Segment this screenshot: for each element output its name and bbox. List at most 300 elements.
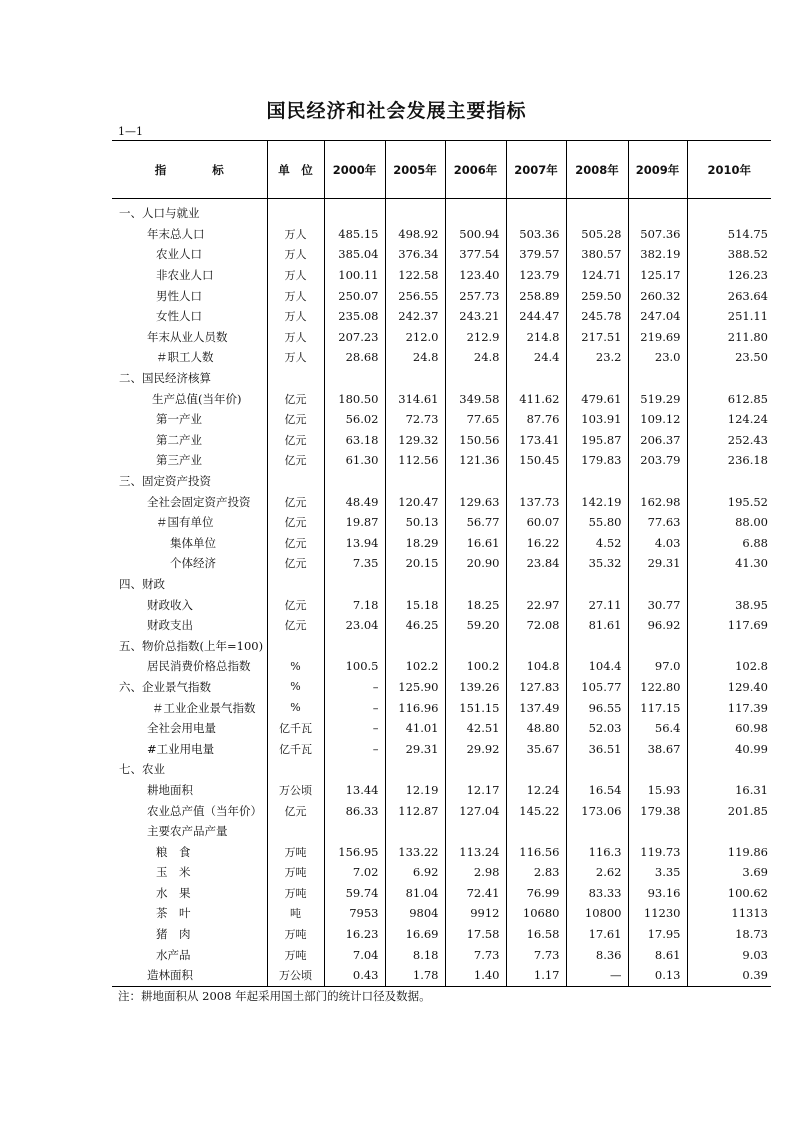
value-cell: 2.83 bbox=[506, 862, 566, 883]
value-cell: 100.62 bbox=[687, 883, 771, 904]
value-cell: 17.61 bbox=[566, 924, 628, 945]
unit-cell bbox=[267, 574, 324, 595]
value-cell: 29.92 bbox=[445, 738, 506, 759]
value-cell bbox=[506, 821, 566, 842]
header-year: 2007年 bbox=[506, 141, 566, 199]
unit-cell bbox=[267, 759, 324, 780]
value-cell: 3.35 bbox=[628, 862, 687, 883]
value-cell: 38.95 bbox=[687, 594, 771, 615]
value-cell bbox=[445, 574, 506, 595]
table-row bbox=[112, 574, 771, 595]
value-cell bbox=[687, 368, 771, 389]
value-cell: – bbox=[324, 718, 385, 739]
value-cell: 124.71 bbox=[566, 265, 628, 286]
value-cell: 129.40 bbox=[687, 677, 771, 698]
indicator-label: 玉 米 bbox=[156, 865, 191, 880]
unit-cell: 万公顷 bbox=[267, 965, 324, 986]
table-row bbox=[112, 553, 771, 574]
unit-cell: 万人 bbox=[267, 285, 324, 306]
table-row bbox=[112, 491, 771, 512]
value-cell: 612.85 bbox=[687, 388, 771, 409]
value-cell bbox=[628, 199, 687, 224]
unit-cell: 万吨 bbox=[267, 924, 324, 945]
indicator-label: 集体单位 bbox=[170, 535, 216, 550]
value-cell: – bbox=[324, 738, 385, 759]
value-cell: 179.38 bbox=[628, 800, 687, 821]
value-cell: 235.08 bbox=[324, 306, 385, 327]
value-cell: 137.49 bbox=[506, 697, 566, 718]
value-cell: 36.51 bbox=[566, 738, 628, 759]
indicator-label: 水 果 bbox=[156, 885, 191, 900]
indicators-table bbox=[112, 140, 771, 987]
indicator-label: 居民消费价格总指数 bbox=[147, 659, 251, 674]
value-cell: 22.97 bbox=[506, 594, 566, 615]
indicator-label: 主要农产品产量 bbox=[147, 824, 228, 839]
value-cell: 243.21 bbox=[445, 306, 506, 327]
value-cell: 117.15 bbox=[628, 697, 687, 718]
value-cell bbox=[506, 574, 566, 595]
value-cell: 314.61 bbox=[385, 388, 445, 409]
value-cell: 122.80 bbox=[628, 677, 687, 698]
value-cell bbox=[687, 759, 771, 780]
value-cell: 102.2 bbox=[385, 656, 445, 677]
value-cell: 9.03 bbox=[687, 944, 771, 965]
value-cell bbox=[385, 199, 445, 224]
value-cell bbox=[628, 368, 687, 389]
value-cell: 13.44 bbox=[324, 780, 385, 801]
value-cell bbox=[566, 759, 628, 780]
value-cell: 20.90 bbox=[445, 553, 506, 574]
table-row bbox=[112, 862, 771, 883]
value-cell bbox=[566, 471, 628, 492]
indicator-label: 造林面积 bbox=[112, 965, 267, 986]
value-cell: 96.55 bbox=[566, 697, 628, 718]
table-row bbox=[112, 388, 771, 409]
value-cell: 206.37 bbox=[628, 430, 687, 451]
indicator-label: 全社会固定资产投资 bbox=[147, 494, 251, 509]
value-cell: – bbox=[324, 697, 385, 718]
value-cell: 96.92 bbox=[628, 615, 687, 636]
value-cell: 10680 bbox=[506, 903, 566, 924]
value-cell: 217.51 bbox=[566, 327, 628, 348]
value-cell bbox=[445, 759, 506, 780]
value-cell bbox=[445, 635, 506, 656]
indicator-label: 六、企业景气指数 bbox=[119, 679, 211, 694]
value-cell: 124.24 bbox=[687, 409, 771, 430]
value-cell: 83.33 bbox=[566, 883, 628, 904]
table-row bbox=[112, 265, 771, 286]
indicator-label: 耕地面积 bbox=[147, 782, 193, 797]
table-code: 1—1 bbox=[118, 125, 143, 138]
value-cell: 81.61 bbox=[566, 615, 628, 636]
unit-cell: 亿元 bbox=[267, 615, 324, 636]
value-cell bbox=[324, 821, 385, 842]
table-row bbox=[112, 512, 771, 533]
unit-cell: % bbox=[267, 677, 324, 698]
value-cell: 35.32 bbox=[566, 553, 628, 574]
table-row bbox=[112, 656, 771, 677]
value-cell bbox=[687, 821, 771, 842]
value-cell: 105.77 bbox=[566, 677, 628, 698]
unit-cell: 亿千瓦 bbox=[267, 718, 324, 739]
value-cell: 505.28 bbox=[566, 224, 628, 245]
value-cell: 173.06 bbox=[566, 800, 628, 821]
value-cell: 133.22 bbox=[385, 841, 445, 862]
value-cell: 2.62 bbox=[566, 862, 628, 883]
value-cell: 16.23 bbox=[324, 924, 385, 945]
value-cell bbox=[506, 199, 566, 224]
value-cell: 112.87 bbox=[385, 800, 445, 821]
table-row bbox=[112, 409, 771, 430]
value-cell bbox=[628, 471, 687, 492]
unit-cell: 亿元 bbox=[267, 800, 324, 821]
value-cell: 129.63 bbox=[445, 491, 506, 512]
value-cell: 87.76 bbox=[506, 409, 566, 430]
value-cell: 0.39 bbox=[687, 965, 771, 986]
value-cell: 18.29 bbox=[385, 533, 445, 554]
value-cell: 7953 bbox=[324, 903, 385, 924]
value-cell: 201.85 bbox=[687, 800, 771, 821]
indicator-label: 二、国民经济核算 bbox=[119, 371, 211, 386]
value-cell: 7.73 bbox=[445, 944, 506, 965]
value-cell: 72.73 bbox=[385, 409, 445, 430]
value-cell: 4.52 bbox=[566, 533, 628, 554]
value-cell bbox=[506, 635, 566, 656]
indicator-label: #工业用电量 bbox=[147, 741, 215, 756]
value-cell: 23.0 bbox=[628, 347, 687, 368]
value-cell: 8.18 bbox=[385, 944, 445, 965]
table-body bbox=[112, 199, 771, 987]
value-cell: 251.11 bbox=[687, 306, 771, 327]
value-cell: 519.29 bbox=[628, 388, 687, 409]
value-cell: 30.77 bbox=[628, 594, 687, 615]
unit-cell: 万人 bbox=[267, 347, 324, 368]
value-cell bbox=[324, 574, 385, 595]
value-cell bbox=[324, 471, 385, 492]
value-cell: 116.56 bbox=[506, 841, 566, 862]
value-cell: 388.52 bbox=[687, 244, 771, 265]
unit-cell: 亿元 bbox=[267, 512, 324, 533]
value-cell: 60.98 bbox=[687, 718, 771, 739]
value-cell: 23.2 bbox=[566, 347, 628, 368]
value-cell: 88.00 bbox=[687, 512, 771, 533]
table-row bbox=[112, 924, 771, 945]
value-cell bbox=[324, 635, 385, 656]
value-cell: 100.11 bbox=[324, 265, 385, 286]
value-cell: 1.17 bbox=[506, 965, 566, 986]
value-cell: 113.24 bbox=[445, 841, 506, 862]
value-cell bbox=[628, 759, 687, 780]
value-cell: 380.57 bbox=[566, 244, 628, 265]
value-cell: 156.95 bbox=[324, 841, 385, 862]
value-cell: 0.43 bbox=[324, 965, 385, 986]
value-cell: 38.67 bbox=[628, 738, 687, 759]
value-cell bbox=[628, 574, 687, 595]
value-cell: 60.07 bbox=[506, 512, 566, 533]
value-cell: 15.93 bbox=[628, 780, 687, 801]
value-cell: 479.61 bbox=[566, 388, 628, 409]
value-cell: 48.80 bbox=[506, 718, 566, 739]
value-cell: 212.0 bbox=[385, 327, 445, 348]
value-cell: 7.35 bbox=[324, 553, 385, 574]
table-row bbox=[112, 615, 771, 636]
value-cell bbox=[566, 821, 628, 842]
value-cell: 52.03 bbox=[566, 718, 628, 739]
table-row bbox=[112, 368, 771, 389]
table-row bbox=[112, 718, 771, 739]
unit-cell bbox=[267, 199, 324, 224]
value-cell: 214.8 bbox=[506, 327, 566, 348]
value-cell: 145.22 bbox=[506, 800, 566, 821]
indicator-label: 农业人口 bbox=[156, 247, 202, 262]
indicator-label: 财政支出 bbox=[147, 618, 193, 633]
value-cell: 349.58 bbox=[445, 388, 506, 409]
value-cell: 260.32 bbox=[628, 285, 687, 306]
value-cell: 72.41 bbox=[445, 883, 506, 904]
value-cell: 41.01 bbox=[385, 718, 445, 739]
value-cell: 29.31 bbox=[628, 553, 687, 574]
value-cell bbox=[385, 821, 445, 842]
indicator-label: 非农业人口 bbox=[156, 268, 214, 283]
unit-cell: 万人 bbox=[267, 244, 324, 265]
value-cell: 376.34 bbox=[385, 244, 445, 265]
value-cell: 257.73 bbox=[445, 285, 506, 306]
value-cell: 203.79 bbox=[628, 450, 687, 471]
unit-cell: 亿元 bbox=[267, 594, 324, 615]
value-cell: 100.2 bbox=[445, 656, 506, 677]
header-unit: 单 位 bbox=[267, 141, 324, 199]
value-cell: 100.5 bbox=[324, 656, 385, 677]
value-cell: 12.24 bbox=[506, 780, 566, 801]
value-cell: 7.02 bbox=[324, 862, 385, 883]
value-cell: 500.94 bbox=[445, 224, 506, 245]
value-cell: 23.84 bbox=[506, 553, 566, 574]
table-row bbox=[112, 738, 771, 759]
indicator-label: 水产品 bbox=[156, 947, 191, 962]
page-title: 国民经济和社会发展主要指标 bbox=[266, 100, 527, 122]
value-cell: 123.79 bbox=[506, 265, 566, 286]
value-cell: 179.83 bbox=[566, 450, 628, 471]
unit-cell: 亿元 bbox=[267, 450, 324, 471]
value-cell: 12.19 bbox=[385, 780, 445, 801]
unit-cell: 万公顷 bbox=[267, 780, 324, 801]
value-cell: 93.16 bbox=[628, 883, 687, 904]
value-cell bbox=[566, 635, 628, 656]
value-cell: 56.77 bbox=[445, 512, 506, 533]
value-cell: 9912 bbox=[445, 903, 506, 924]
value-cell bbox=[385, 635, 445, 656]
value-cell: 122.58 bbox=[385, 265, 445, 286]
value-cell: 256.55 bbox=[385, 285, 445, 306]
value-cell: 23.50 bbox=[687, 347, 771, 368]
unit-cell bbox=[267, 368, 324, 389]
value-cell: 125.17 bbox=[628, 265, 687, 286]
value-cell: 17.58 bbox=[445, 924, 506, 945]
header-row bbox=[112, 141, 771, 199]
table-row bbox=[112, 780, 771, 801]
table-row bbox=[112, 697, 771, 718]
value-cell: 35.67 bbox=[506, 738, 566, 759]
value-cell: 173.41 bbox=[506, 430, 566, 451]
value-cell: 104.8 bbox=[506, 656, 566, 677]
indicator-label: 四、财政 bbox=[119, 576, 165, 591]
value-cell: 16.54 bbox=[566, 780, 628, 801]
value-cell: 77.65 bbox=[445, 409, 506, 430]
indicator-label: 一、人口与就业 bbox=[119, 206, 200, 221]
unit-cell: 亿千瓦 bbox=[267, 738, 324, 759]
unit-cell: 亿元 bbox=[267, 491, 324, 512]
value-cell bbox=[324, 199, 385, 224]
header-year: 2005年 bbox=[385, 141, 445, 199]
value-cell: — bbox=[566, 965, 628, 986]
value-cell bbox=[566, 199, 628, 224]
table-row bbox=[112, 306, 771, 327]
value-cell bbox=[385, 759, 445, 780]
value-cell: 247.04 bbox=[628, 306, 687, 327]
value-cell: 55.80 bbox=[566, 512, 628, 533]
value-cell: 126.23 bbox=[687, 265, 771, 286]
value-cell: 259.50 bbox=[566, 285, 628, 306]
value-cell: 16.61 bbox=[445, 533, 506, 554]
indicator-label: 全社会用电量 bbox=[147, 721, 216, 736]
value-cell: 104.4 bbox=[566, 656, 628, 677]
header-year: 2000年 bbox=[324, 141, 385, 199]
value-cell bbox=[687, 635, 771, 656]
unit-cell: 万人 bbox=[267, 265, 324, 286]
value-cell: 81.04 bbox=[385, 883, 445, 904]
value-cell: 6.92 bbox=[385, 862, 445, 883]
table-row bbox=[112, 759, 771, 780]
indicator-label: 个体经济 bbox=[170, 556, 216, 571]
value-cell: 382.19 bbox=[628, 244, 687, 265]
unit-cell: 万吨 bbox=[267, 944, 324, 965]
value-cell: 112.56 bbox=[385, 450, 445, 471]
value-cell bbox=[324, 368, 385, 389]
header-year: 2009年 bbox=[628, 141, 687, 199]
value-cell: 377.54 bbox=[445, 244, 506, 265]
value-cell bbox=[324, 759, 385, 780]
value-cell: 41.30 bbox=[687, 553, 771, 574]
value-cell: 24.8 bbox=[445, 347, 506, 368]
indicator-label: 男性人口 bbox=[156, 288, 202, 303]
indicator-label: ＃职工人数 bbox=[156, 350, 214, 365]
indicator-label: 生产总值(当年价) bbox=[152, 391, 242, 406]
value-cell: 119.86 bbox=[687, 841, 771, 862]
table-row bbox=[112, 430, 771, 451]
value-cell: 117.39 bbox=[687, 697, 771, 718]
table-row bbox=[112, 594, 771, 615]
value-cell bbox=[566, 368, 628, 389]
value-cell: 29.31 bbox=[385, 738, 445, 759]
unit-cell: 万吨 bbox=[267, 862, 324, 883]
value-cell: 137.73 bbox=[506, 491, 566, 512]
value-cell: 151.15 bbox=[445, 697, 506, 718]
value-cell: 7.04 bbox=[324, 944, 385, 965]
value-cell bbox=[506, 471, 566, 492]
table-row bbox=[112, 944, 771, 965]
value-cell: 498.92 bbox=[385, 224, 445, 245]
value-cell: 40.99 bbox=[687, 738, 771, 759]
value-cell: 195.52 bbox=[687, 491, 771, 512]
table-row bbox=[112, 347, 771, 368]
unit-cell: 亿元 bbox=[267, 388, 324, 409]
value-cell: 23.04 bbox=[324, 615, 385, 636]
value-cell: 72.08 bbox=[506, 615, 566, 636]
value-cell: 117.69 bbox=[687, 615, 771, 636]
value-cell: 16.69 bbox=[385, 924, 445, 945]
unit-cell: 亿元 bbox=[267, 553, 324, 574]
value-cell: 258.89 bbox=[506, 285, 566, 306]
value-cell: 16.22 bbox=[506, 533, 566, 554]
indicator-label: 三、固定资产投资 bbox=[119, 474, 211, 489]
value-cell: 8.61 bbox=[628, 944, 687, 965]
value-cell: 109.12 bbox=[628, 409, 687, 430]
indicator-label: 年末从业人员数 bbox=[147, 329, 228, 344]
value-cell: 11230 bbox=[628, 903, 687, 924]
unit-cell bbox=[267, 821, 324, 842]
unit-cell: 万人 bbox=[267, 224, 324, 245]
value-cell: 48.49 bbox=[324, 491, 385, 512]
value-cell: 211.80 bbox=[687, 327, 771, 348]
indicator-label: 粮 食 bbox=[156, 844, 191, 859]
value-cell: 120.47 bbox=[385, 491, 445, 512]
value-cell bbox=[628, 821, 687, 842]
footnote: 注：耕地面积从 2008 年起采用国土部门的统计口径及数据。 bbox=[118, 989, 431, 1003]
value-cell: 1.40 bbox=[445, 965, 506, 986]
indicator-label: 第三产业 bbox=[156, 453, 202, 468]
value-cell: 27.11 bbox=[566, 594, 628, 615]
value-cell: – bbox=[324, 677, 385, 698]
value-cell: 0.13 bbox=[628, 965, 687, 986]
value-cell bbox=[385, 574, 445, 595]
table-row bbox=[112, 883, 771, 904]
table-row bbox=[112, 450, 771, 471]
value-cell: 61.30 bbox=[324, 450, 385, 471]
value-cell: 18.73 bbox=[687, 924, 771, 945]
value-cell: 24.8 bbox=[385, 347, 445, 368]
table-row bbox=[112, 199, 771, 224]
value-cell: 236.18 bbox=[687, 450, 771, 471]
value-cell: 3.69 bbox=[687, 862, 771, 883]
unit-cell: 亿元 bbox=[267, 409, 324, 430]
value-cell: 150.45 bbox=[506, 450, 566, 471]
value-cell: 59.74 bbox=[324, 883, 385, 904]
value-cell: 385.04 bbox=[324, 244, 385, 265]
value-cell: 127.83 bbox=[506, 677, 566, 698]
unit-cell bbox=[267, 635, 324, 656]
value-cell bbox=[687, 471, 771, 492]
indicator-label: 女性人口 bbox=[156, 309, 202, 324]
indicator-label: ＃工业企业景气指数 bbox=[152, 700, 256, 715]
unit-cell: 万人 bbox=[267, 327, 324, 348]
value-cell: 142.19 bbox=[566, 491, 628, 512]
value-cell: 116.3 bbox=[566, 841, 628, 862]
value-cell: 24.4 bbox=[506, 347, 566, 368]
unit-cell bbox=[267, 471, 324, 492]
value-cell bbox=[628, 635, 687, 656]
table-row bbox=[112, 244, 771, 265]
value-cell: 46.25 bbox=[385, 615, 445, 636]
value-cell: 18.25 bbox=[445, 594, 506, 615]
table-row bbox=[112, 285, 771, 306]
value-cell: 10800 bbox=[566, 903, 628, 924]
value-cell: 13.94 bbox=[324, 533, 385, 554]
indicator-label: 七、农业 bbox=[119, 762, 165, 777]
value-cell: 121.36 bbox=[445, 450, 506, 471]
indicator-label: 五、物价总指数(上年=100) bbox=[119, 638, 264, 653]
unit-cell: % bbox=[267, 697, 324, 718]
table-row bbox=[112, 635, 771, 656]
